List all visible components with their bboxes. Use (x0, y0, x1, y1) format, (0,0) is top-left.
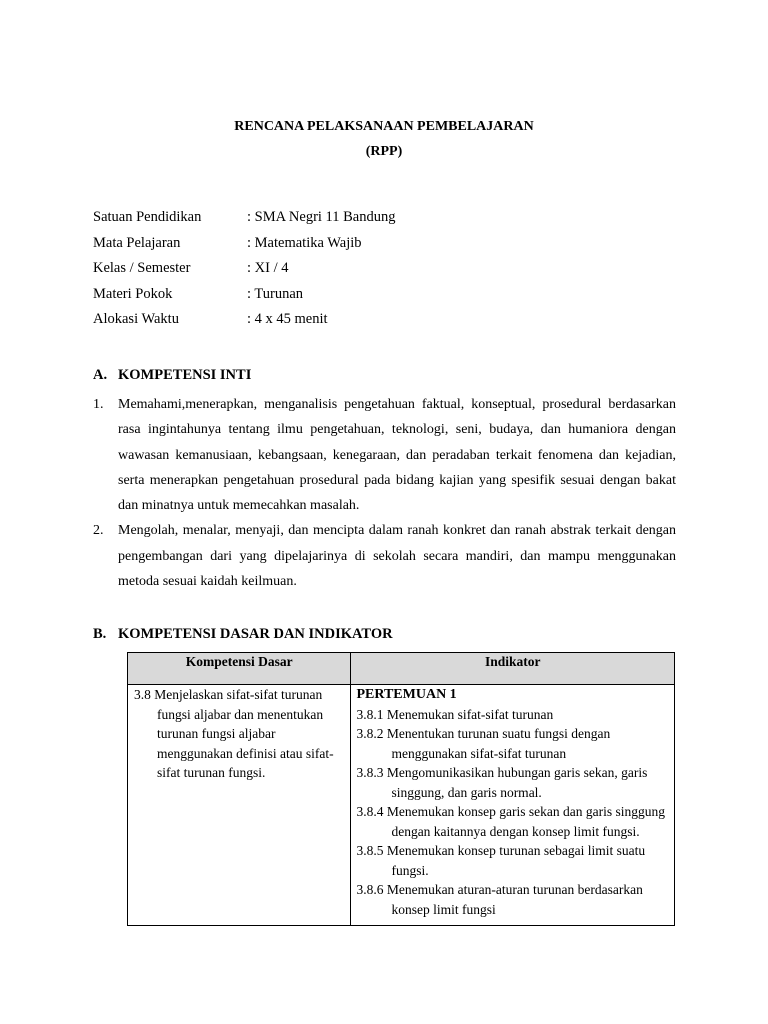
identity-block (93, 208, 396, 336)
identity-row (93, 208, 396, 234)
column-header-indikator: Indikator (351, 653, 675, 685)
identity-row (93, 234, 396, 260)
document-subtitle: (RPP) (365, 144, 403, 159)
section-b-title: KOMPETENSI DASAR DAN INDIKATOR (118, 626, 393, 642)
list-item-number: 1. (93, 397, 104, 412)
table-row (128, 685, 675, 926)
identity-row (93, 285, 396, 311)
meeting-label: PERTEMUAN 1 (356, 687, 457, 702)
indicator-cell (351, 685, 675, 926)
identity-label: Materi Pokok (93, 285, 173, 302)
indicator-item: 3.8.6 Menemukan aturan-aturan turunan berdasarkan konsep limit fungsi (356, 882, 643, 917)
document-title: RENCANA PELAKSANAAN PEMBELAJARAN (234, 119, 534, 134)
identity-value: : 4 x 45 menit (247, 311, 328, 327)
section-b-letter: B. (93, 626, 107, 642)
indicator-item: 3.8.4 Menemukan konsep garis sekan dan garis singgung dengan kaitannya dengan konsep limit fungsi. (356, 804, 666, 839)
kd-cell (128, 685, 351, 926)
list-item (93, 518, 676, 594)
identity-label: Alokasi Waktu (93, 311, 179, 327)
identity-label: Kelas / Semester (93, 260, 191, 276)
identity-label: Satuan Pendidikan (93, 209, 202, 225)
identity-row (93, 259, 396, 285)
list-item-text: Memahami,menerapkan, menganalisis pengetahuan faktual, konseptual, prosedural berdasarkan rasa ingintahunya tentang ilmu pengetahuan, teknologi, seni, budaya, dan humaniora dengan wawasan kemanusiaan, kebangsaan, kenegaraan, dan peradaban terkait fenomena dan kejadian, serta menerapkan pengetahuan prosedural pada bidang kajian yang spesifik sesuai dengan bakat dan minatnya untuk memecahkan masalah. (118, 397, 676, 514)
identity-label: Mata Pelajaran (93, 234, 181, 251)
list-item (93, 392, 676, 518)
section-a-heading (93, 367, 251, 384)
identity-value: : XI / 4 (247, 260, 289, 276)
section-a-title: KOMPETENSI INTI (118, 367, 252, 383)
indicator-item: 3.8.1 Menemukan sifat-sifat turunan (356, 706, 554, 722)
identity-row (93, 310, 396, 336)
indicator-item: 3.8.3 Mengomunikasikan hubungan garis sekan, garis singgung, dan garis normal. (356, 765, 648, 800)
list-item-number: 2. (93, 523, 104, 539)
column-header-kompetensi: Kompetensi Dasar (128, 653, 351, 685)
identity-value: : Turunan (247, 285, 304, 302)
identity-value: : Matematika Wajib (247, 234, 362, 251)
kd-text: 3.8 Menjelaskan sifat-sifat turunan fungsi aljabar dan menentukan turunan fungsi aljabar menggunakan definisi atau sifat-sifat turunan fungsi. (134, 687, 334, 780)
kompetensi-inti-list (93, 392, 676, 594)
indicator-item: 3.8.2 Menentukan turunan suatu fungsi dengan menggunakan sifat-sifat turunan (356, 726, 611, 761)
list-item-text: Mengolah, menalar, menyaji, dan mencipta dalam ranah konkret dan ranah abstrak terkait dengan pengembangan dari yang dipelajarinya di sekolah secara mandiri, dan mampu menggunakan metoda sesuai kaidah keilmuan. (118, 523, 676, 590)
identity-value: : SMA Negri 11 Bandung (247, 209, 396, 225)
section-b-heading (93, 626, 393, 643)
indicator-item: 3.8.5 Menemukan konsep turunan sebagai limit suatu fungsi. (356, 843, 646, 878)
section-a-letter: A. (93, 367, 108, 383)
table-header-row (128, 653, 675, 685)
competency-table (127, 652, 675, 926)
